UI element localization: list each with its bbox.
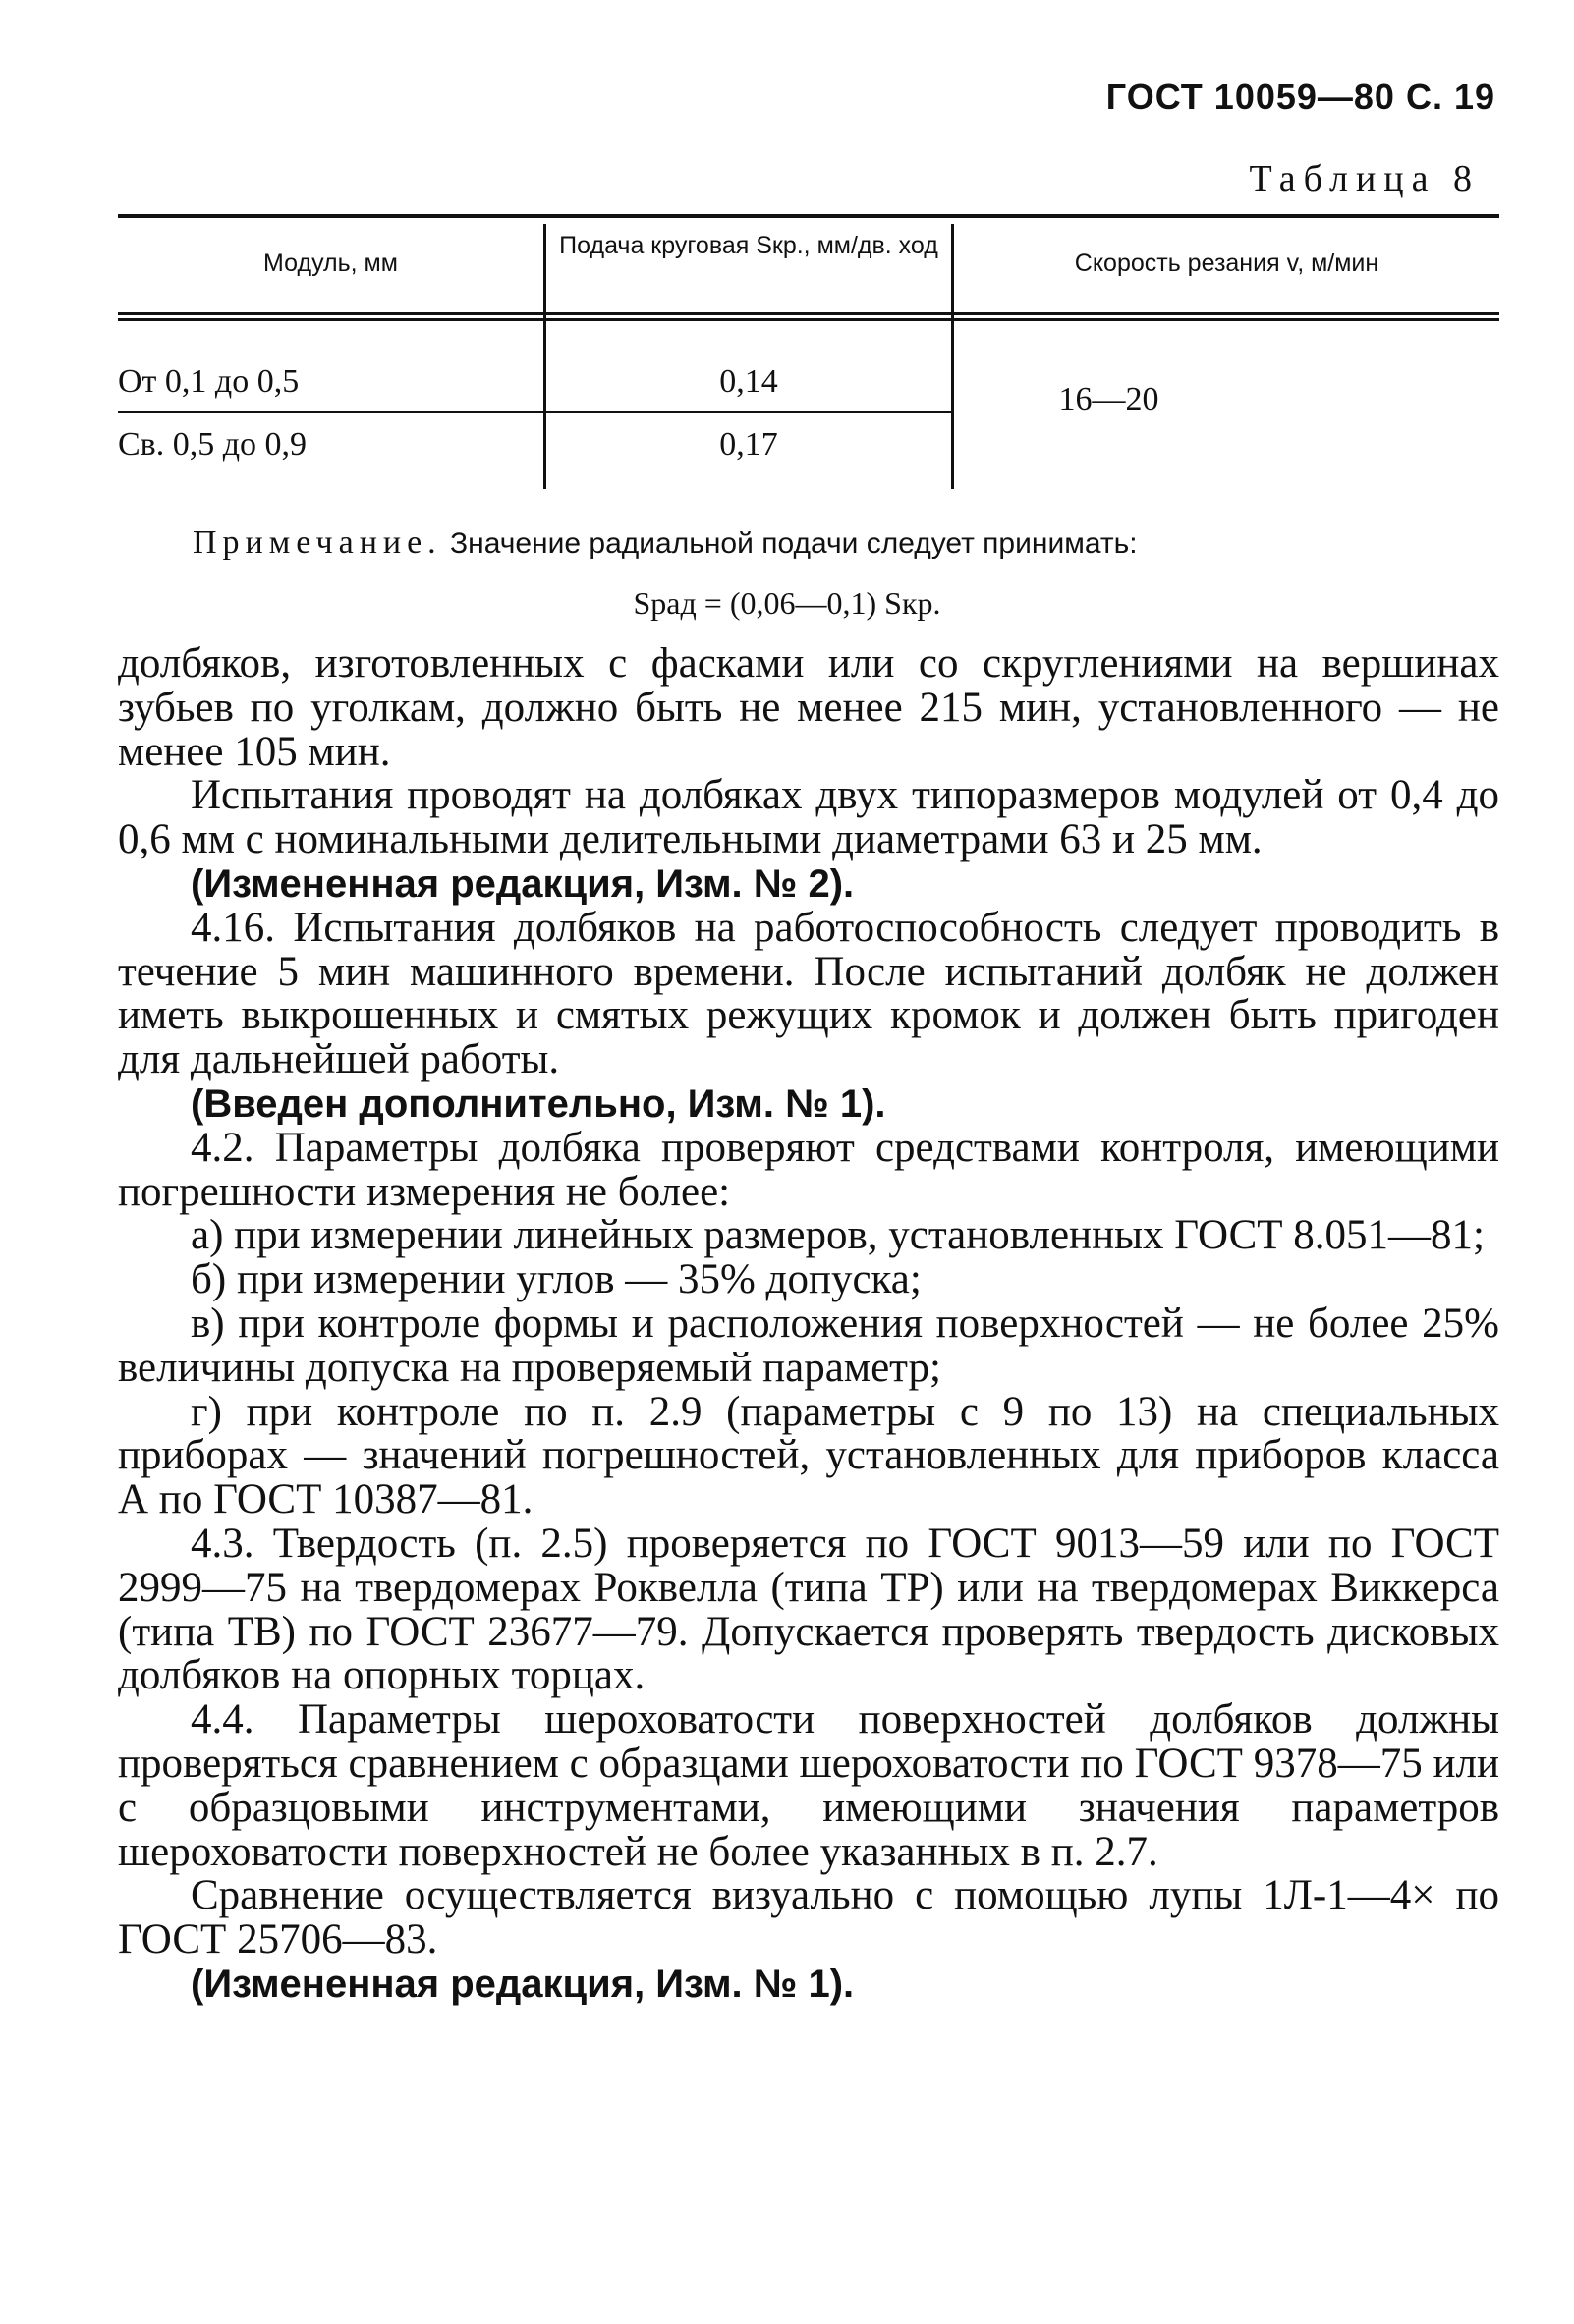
paragraph: г) при контроле по п. 2.9 (параметры с 9 по 13) на специальных приборах — значений погрешностей, установленных для приборов класса А по ГОСТ 10387—81. — [118, 1388, 1499, 1523]
col-header-module: Модуль, мм — [263, 249, 398, 277]
cell-feed-row2: 0,17 — [719, 426, 778, 463]
cell-speed-merged: 16—20 — [1058, 381, 1159, 417]
amendment-note: (Измененная редакция, Изм. № 1). — [191, 1962, 855, 2006]
data-table — [118, 214, 1499, 499]
paragraph: б) при измерении углов — 35% допуска; — [191, 1256, 922, 1303]
paragraph: 4.4. Параметры шероховатости поверхностей долбяков должны проверяться сравнением с образцами шероховатости по ГОСТ 9378—75 или с образцовыми инструментами, имеющими значения параметров шероховатости поверхностей не более указанных в п. 2.7. — [118, 1696, 1499, 1875]
amendment-note: (Измененная редакция, Изм. № 2). — [191, 861, 855, 906]
cell-feed-row1: 0,14 — [719, 363, 778, 400]
amendment-note: (Введен дополнительно, Изм. № 1). — [191, 1081, 886, 1126]
cell-module-row2: Св. 0,5 до 0,9 — [118, 426, 308, 463]
col-header-speed: Скорость резания v, м/мин — [1074, 249, 1379, 277]
paragraph: а) при измерении линейных размеров, установленных ГОСТ 8.051—81; — [191, 1212, 1485, 1259]
paragraph: Сравнение осуществляется визуально с помощью лупы 1Л-1—4× по ГОСТ 25706—83. — [118, 1872, 1499, 1964]
paragraph: Испытания проводят на долбяках двух типоразмеров модулей от 0,4 до 0,6 мм с номинальными делительными диаметрами 63 и 25 мм. — [118, 772, 1499, 863]
paragraph: 4.16. Испытания долбяков на работоспособность следует проводить в течение 5 мин машинного времени. После испытаний долбяк не должен иметь выкрошенных и смятых режущих кромок и должен быть пригоден для дальнейшей работы. — [118, 904, 1499, 1083]
paragraph: в) при контроле формы и расположения поверхностей — не более 25% величины допуска на проверяемый параметр; — [118, 1300, 1499, 1391]
paragraph: 4.2. Параметры долбяка проверяют средствами контроля, имеющими погрешности измерения не более: — [118, 1124, 1499, 1215]
page-header: ГОСТ 10059—80 С. 19 — [1105, 77, 1495, 117]
paragraph: долбяков, изготовленных с фасками или со скруглениями на вершинах зубьев по уголкам, должно быть не менее 215 мин, установленного — не менее 105 мин. — [118, 640, 1499, 775]
table-caption: Таблица 8 — [1249, 158, 1480, 199]
body-text — [118, 642, 1499, 2007]
table-header-rule — [118, 312, 1499, 315]
cell-module-row1: От 0,1 до 0,5 — [118, 363, 300, 400]
paragraph: 4.3. Твердость (п. 2.5) проверяется по ГОСТ 9013—59 или по ГОСТ 2999—75 на твердомерах Роквелла (типа ТР) или на твердомерах Виккерса (типа ТВ) по ГОСТ 23677—79. Допускается проверять твердость дисковых долбяков на опорных торцах. — [118, 1520, 1499, 1699]
table-row-rule — [118, 411, 953, 413]
table-header-rule-2 — [118, 318, 1499, 321]
col-header-feed: Подача круговая Sкр., мм/дв. ход — [559, 232, 938, 259]
table-note — [193, 525, 1138, 562]
note-formula: Sрад = (0,06—0,1) Sкр. — [633, 585, 941, 621]
note-label: Примечание. — [193, 525, 442, 561]
table-top-rule — [118, 214, 1499, 218]
note-text: Значение радиальной подачи следует принимать: — [450, 527, 1138, 560]
